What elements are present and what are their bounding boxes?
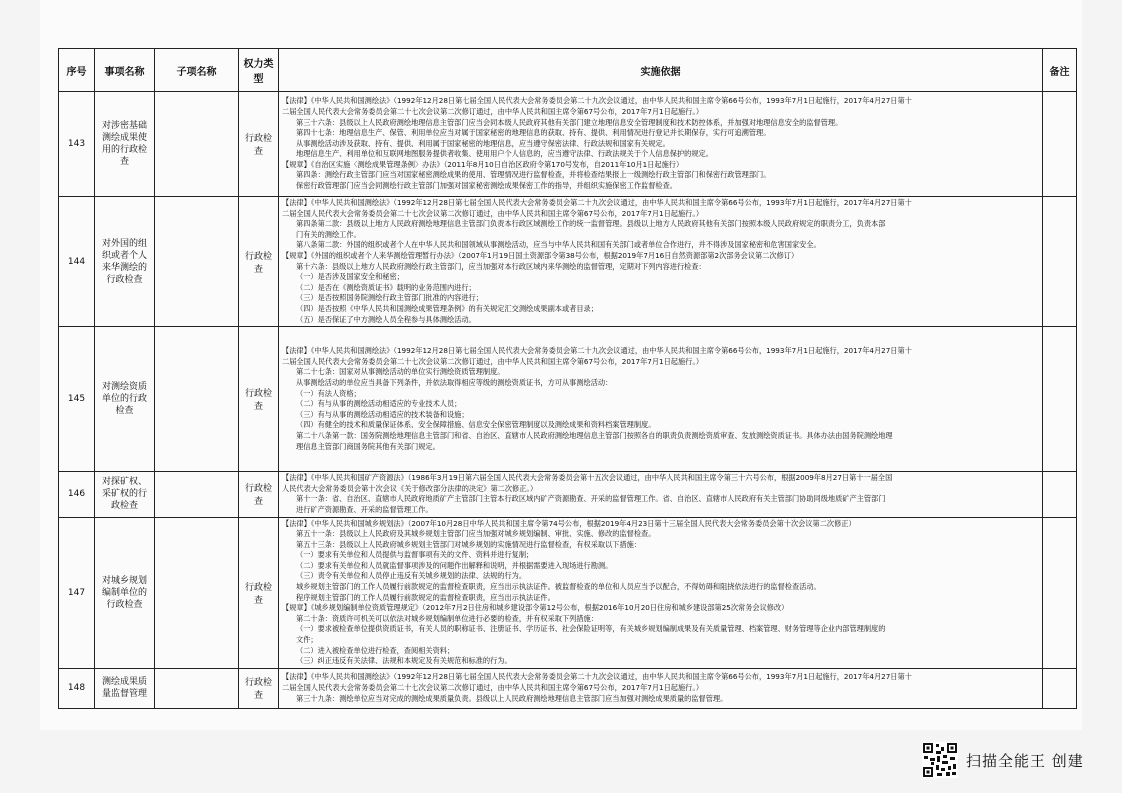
header-item-name: 事项名称	[95, 49, 155, 92]
basis-line: （二）要求有关单位和人员就监督事项涉及的问题作出解释和说明，并根据需要进入现场进行勘测。	[296, 560, 613, 570]
row-item-name: 对外国的组织或者个人来华测绘的行政检查	[95, 197, 155, 327]
basis-line: 进行矿产资源勘查、开采的监督管理工作。	[296, 504, 433, 514]
row-item-name: 对涉密基础测绘成果使用的行政检查	[95, 92, 155, 197]
basis-line: 【法律】《中华人民共和国测绘法》（1992年12月28日第七届全国人民代表大会常务委员会第二十九次会议通过，由中华人民共和国主席令第66号公布，1993年7月1日起施行，2017年4月27日第十	[282, 672, 912, 682]
row-note	[1043, 668, 1077, 708]
table-row	[59, 668, 1077, 708]
basis-line: 从事测绘活动涉及获取、持有、提供、利用属于国家秘密的地理信息，应当遵守保密法律、行政法规和国家有关规定。	[296, 138, 670, 148]
basis-line: 第四十七条：地理信息生产、保管、利用单位应当对属于国家秘密的地理信息的获取、持有、提供、利用情况进行登记并长期保存，实行可追溯管理。	[296, 128, 771, 138]
row-note	[1043, 197, 1077, 327]
row-note	[1043, 92, 1077, 197]
basis-line: 城乡规划主管部门的工作人员履行前款规定的监督检查职责，应当出示执法证件。被监督检查的单位和人员应当予以配合，不得妨碍和阻挠依法进行的监督检查活动。	[296, 582, 821, 592]
row-seq: 148	[59, 668, 95, 708]
basis-line: 【规章】《自治区实施〈测绘成果管理条例〉办法》（2011年8月10日自治区政府令第170号发布，自2011年10月1日起施行）	[282, 159, 684, 169]
basis-line: 二届全国人民代表大会常务委员会第二十七次会议第二次修订通过，由中华人民共和国主席令第67号公布，2017年7月1日起施行。）	[282, 356, 704, 366]
basis-line: 第四条：测绘行政主管部门应当对国家秘密测绘成果的使用、管理情况进行监督检查，并将检查结果报上一级测绘行政主管部门和保密行政管理部门。	[296, 170, 771, 180]
table-row	[59, 327, 1077, 472]
basis-line: （三）有与从事的测绘活动相适应的技术装备和设施；	[296, 409, 469, 419]
basis-line: 第十一条：省、自治区、直辖市人民政府地质矿产主管部门主管本行政区域内矿产资源勘查、开采的监督管理工作。省、自治区、直辖市人民政府有关主管部门协助同级地质矿产主管部门	[296, 494, 886, 504]
row-power-type: 行政检查	[239, 327, 279, 472]
basis-line: 第二十八条第一款：国务院测绘地理信息主管部门和省、自治区、直辖市人民政府测绘地理信息主管部门按照各自的职责负责测绘资质审查、发放测绘资质证书。具体办法由国务院测绘地理	[296, 430, 893, 440]
basis-line: 人民代表大会常务委员会第十次会议《关于修改部分法律的决定》第二次修正。）	[282, 483, 538, 493]
basis-line: 门有关的测绘工作。	[296, 229, 361, 239]
basis-line: （一）有法人资格；	[296, 388, 361, 398]
basis-line: 第八条第二款：外国的组织或者个人在中华人民共和国领域从事测绘活动，应当与中华人民共和国有关部门或者单位合作进行，并不得涉及国家秘密和危害国家安全。	[296, 240, 821, 250]
row-power-type: 行政检查	[239, 517, 279, 668]
basis-line: 第五十一条：县级以上人民政府及其城乡规划主管部门应当加强对城乡规划编制、审批、实施、修改的监督检查。	[296, 529, 656, 539]
row-note	[1043, 327, 1077, 472]
basis-line: 文件；	[296, 635, 318, 645]
row-basis	[279, 517, 1043, 668]
basis-line: 二届全国人民代表大会常务委员会第二十七次会议第二次修订通过，由中华人民共和国主席令第67号公布，2017年7月1日起施行。）	[282, 683, 704, 693]
row-sub-item	[155, 197, 239, 327]
basis-line: （一）要求被检查单位提供资质证书，有关人员的职称证书、注册证书、学历证书、社会保险证明等，有关城乡规划编制成果及有关质量管理、档案管理、财务管理等企业内部管理制度的	[296, 624, 886, 634]
basis-line: （三）责令有关单位和人员停止违反有关城乡规划的法律、法规的行为。	[296, 571, 527, 581]
row-item-name: 测绘成果质量监督管理	[95, 668, 155, 708]
row-power-type: 行政检查	[239, 472, 279, 517]
qr-code-icon	[922, 742, 958, 778]
row-sub-item	[155, 472, 239, 517]
basis-line: 【法律】《中华人民共和国测绘法》（1992年12月28日第七届全国人民代表大会常务委员会第二十九次会议通过，由中华人民共和国主席令第66号公布，1993年7月1日起施行，2017年4月27日第十	[282, 346, 912, 356]
row-sub-item	[155, 517, 239, 668]
basis-line: 第三十六条：县级以上人民政府测绘地理信息主管部门应当会同本级人民政府其他有关部门建立地理信息安全管理制度和技术防控体系，并加强对地理信息安全的监督管理。	[296, 117, 843, 127]
row-seq: 144	[59, 197, 95, 327]
basis-line: 第四条第二款：县级以上地方人民政府测绘地理信息主管部门负责本行政区域测绘工作的统一监督管理。县级以上地方人民政府其他有关部门按照本级人民政府规定的职责分工，负责本部	[296, 219, 886, 229]
row-seq: 143	[59, 92, 95, 197]
row-sub-item	[155, 92, 239, 197]
basis-line: 第二十条：资质许可机关可以依法对城乡规划编制单位进行必要的检查，并有权采取下列措施：	[296, 613, 598, 623]
row-basis	[279, 668, 1043, 708]
table-row	[59, 472, 1077, 517]
header-seq: 序号	[59, 49, 95, 92]
basis-line: 二届全国人民代表大会常务委员会第二十七次会议第二次修订通过，由中华人民共和国主席令第67号公布，2017年7月1日起施行。）	[282, 106, 704, 116]
basis-line: 【法律】《中华人民共和国测绘法》（1992年12月28日第七届全国人民代表大会常务委员会第二十九次会议通过，由中华人民共和国主席令第66号公布，1993年7月1日起施行，2017年4月27日第十	[282, 96, 912, 106]
basis-line: 第二十七条：国家对从事测绘活动的单位实行测绘资质管理制度。	[296, 367, 505, 377]
basis-line: 地理信息生产、利用单位和互联网地图服务提供者收集、使用用户个人信息的，应当遵守法律、行政法规关于个人信息保护的规定。	[296, 149, 713, 159]
basis-line: 保密行政管理部门应当会同测绘行政主管部门加强对国家秘密测绘成果保密工作的指导，并组织实施保密工作监督检查。	[296, 181, 677, 191]
basis-line: 【法律】《中华人民共和国矿产资源法》（1986年3月19日第六届全国人民代表大会常务委员会第十五次会议通过，由中华人民共和国主席令第三十六号公布，根据2009年8月27日第十一届全国	[282, 473, 893, 483]
basis-line: 二届全国人民代表大会常务委员会第二十七次会议第二次修订通过，由中华人民共和国主席令第67号公布，2017年7月1日起施行。）	[282, 208, 704, 218]
row-basis	[279, 92, 1043, 197]
row-item-name: 对城乡规划编制单位的行政检查	[95, 517, 155, 668]
header-sub-item: 子项名称	[155, 49, 239, 92]
scanner-brand-label: 扫描全能王 创建	[966, 751, 1084, 770]
row-seq: 147	[59, 517, 95, 668]
basis-line: （二）是否在《测绘资质证书》载明的业务范围内进行；	[296, 282, 476, 292]
table-row	[59, 92, 1077, 197]
row-sub-item	[155, 668, 239, 708]
header-basis: 实施依据	[279, 49, 1043, 92]
row-sub-item	[155, 327, 239, 472]
basis-line: 理信息主管部门商国务院其他有关部门规定。	[296, 441, 440, 451]
basis-line: （一）要求有关单位和人员提供与监督事项有关的文件、资料并进行复制；	[296, 550, 534, 560]
power-list-table	[58, 48, 1077, 709]
basis-line: （四）是否按照《中华人民共和国测绘成果管理条例》的有关规定汇交测绘成果副本或者目录；	[296, 303, 598, 313]
header-power-type: 权力类型	[239, 49, 279, 92]
scanner-watermark	[922, 742, 1084, 778]
table-header-row	[59, 49, 1077, 92]
basis-line: （五）是否保证了中方测绘人员全程参与具体测绘活动。	[296, 314, 476, 324]
row-power-type: 行政检查	[239, 92, 279, 197]
basis-line: （二）进入被检查单位进行检查，查阅相关资料；	[296, 645, 455, 655]
row-note	[1043, 517, 1077, 668]
row-item-name: 对测绘资质单位的行政检查	[95, 327, 155, 472]
row-power-type: 行政检查	[239, 668, 279, 708]
row-basis	[279, 327, 1043, 472]
row-seq: 145	[59, 327, 95, 472]
basis-line: 第十六条：县级以上地方人民政府测绘行政主管部门，应当加强对本行政区域内来华测绘的监督管理，定期对下列内容进行检查：	[296, 261, 706, 271]
basis-line: 【法律】《中华人民共和国城乡规划法》（2007年10月28日中华人民共和国主席令第74号公布，根据2019年4月23日第十三届全国人民代表大会常务委员会第十次会议第二次修正）	[282, 518, 856, 528]
basis-line: （三）纠正违反有关法律、法规和本规定及有关规范和标准的行为。	[296, 656, 512, 666]
table-row	[59, 517, 1077, 668]
basis-line: 程序规划主管部门的工作人员履行前款规定的监督检查职责，应当出示执法证件。	[296, 592, 555, 602]
row-note	[1043, 472, 1077, 517]
row-power-type: 行政检查	[239, 197, 279, 327]
basis-line: 【规章】《外国的组织或者个人来华测绘管理暂行办法》（2007年1月19日国土资源部令第38号公布，根据2019年7月16日自然资源部第2次部务会议第二次修订）	[282, 250, 799, 260]
header-note: 备注	[1043, 49, 1077, 92]
row-seq: 146	[59, 472, 95, 517]
basis-line: 【规章】《城乡规划编制单位资质管理规定》（2012年7月2日住房和城乡建设部令第12号公布，根据2016年10月20日住房和城乡建设部第25次常务会议修改）	[282, 603, 789, 613]
basis-line: （一）是否涉及国家安全和秘密；	[296, 272, 404, 282]
table-row	[59, 197, 1077, 327]
row-item-name: 对探矿权、采矿权的行政检查	[95, 472, 155, 517]
basis-line: 【法律】《中华人民共和国测绘法》（1992年12月28日第七届全国人民代表大会常务委员会第二十九次会议通过，由中华人民共和国主席令第66号公布，1993年7月1日起施行，2017年4月27日第十	[282, 198, 912, 207]
row-basis	[279, 472, 1043, 517]
row-basis	[279, 197, 1043, 327]
basis-line: （四）有健全的技术和质量保证体系、安全保障措施、信息安全保密管理制度以及测绘成果和资料档案管理制度。	[296, 420, 656, 430]
basis-line: （二）有与从事的测绘活动相适应的专业技术人员；	[296, 399, 462, 409]
basis-line: 第三十九条：测绘单位应当对完成的测绘成果质量负责。县级以上人民政府测绘地理信息主管部门应当加强对测绘成果质量的监督管理。	[296, 693, 728, 703]
basis-line: （三）是否按照国务院测绘行政主管部门批准的内容进行；	[296, 293, 483, 303]
basis-line: 第五十三条：县级以上人民政府城乡规划主管部门对城乡规划的实施情况进行监督检查，有权采取以下措施：	[296, 539, 642, 549]
basis-line: 从事测绘活动的单位应当具备下列条件，并依法取得相应等级的测绘资质证书，方可从事测绘活动：	[296, 377, 613, 387]
